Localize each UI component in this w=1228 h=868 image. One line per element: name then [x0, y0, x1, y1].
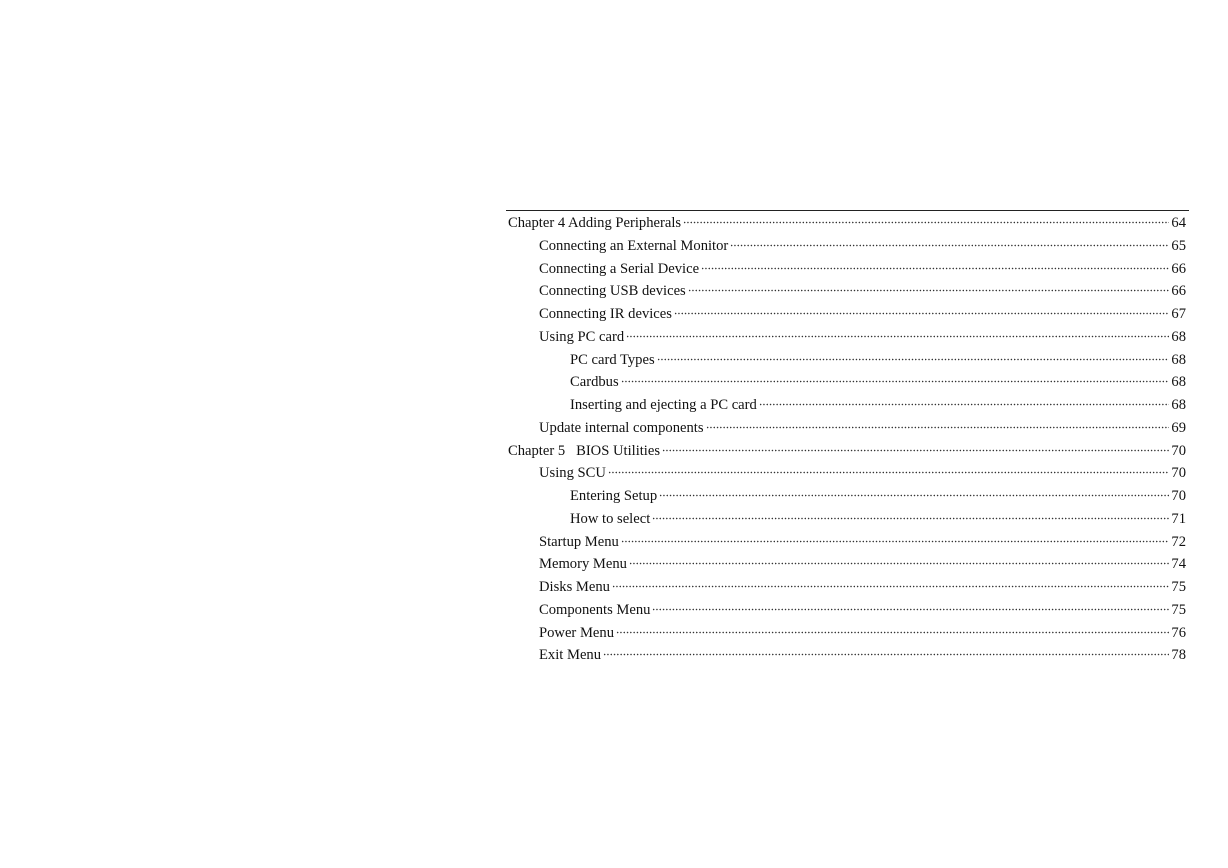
toc-dot-leader: [659, 494, 1169, 497]
toc-dot-leader: [603, 653, 1169, 656]
toc-entry-chapter-5[interactable]: [506, 440, 1189, 463]
toc-dot-leader: [629, 562, 1169, 565]
toc-dot-leader: [759, 403, 1170, 406]
toc-entry-title: Chapter 4 Adding Peripherals: [508, 215, 682, 231]
toc-entry-page: 72: [1171, 533, 1186, 550]
toc-entry-page: 78: [1171, 647, 1186, 664]
toc-entry-page: 67: [1171, 306, 1186, 322]
toc-entry-title: Entering Setup: [570, 488, 658, 504]
table-of-contents: [506, 210, 1189, 667]
toc-dot-leader: [688, 289, 1170, 292]
toc-entry-title: Memory Menu: [539, 556, 627, 573]
toc-dot-leader: [706, 426, 1170, 429]
toc-entry[interactable]: [506, 622, 1189, 645]
toc-entry[interactable]: [506, 644, 1189, 667]
toc-dot-leader: [662, 449, 1169, 452]
toc-entry[interactable]: [506, 599, 1189, 622]
toc-entry-page: 65: [1171, 237, 1186, 254]
toc-entry-page: 75: [1171, 601, 1186, 618]
toc-entry-page: 66: [1171, 260, 1186, 277]
toc-dot-leader: [608, 471, 1170, 474]
toc-entry-page: 69: [1171, 419, 1186, 436]
toc-entry-page: 68: [1171, 374, 1186, 391]
toc-entry-title: Using PC card: [539, 328, 625, 345]
toc-entry-page: 76: [1171, 624, 1186, 641]
toc-entry-page: 66: [1171, 283, 1186, 300]
toc-entry-title: Chapter 5 BIOS Utilities: [508, 442, 661, 459]
toc-entry-title: Exit Menu: [539, 647, 602, 664]
toc-entry[interactable]: [506, 508, 1189, 531]
toc-entry-title: Disks Menu: [539, 579, 610, 595]
toc-dot-leader: [683, 221, 1169, 224]
toc-dot-leader: [652, 517, 1169, 520]
toc-entry[interactable]: [506, 417, 1189, 440]
toc-entry[interactable]: [506, 531, 1189, 554]
toc-entry-title: Connecting a Serial Device: [539, 260, 700, 277]
toc-entry[interactable]: [506, 235, 1189, 258]
toc-dot-leader: [621, 380, 1170, 383]
toc-entry[interactable]: [506, 303, 1189, 326]
toc-entry[interactable]: [506, 258, 1189, 281]
toc-entry-page: 70: [1171, 488, 1186, 504]
toc-entry[interactable]: [506, 576, 1189, 599]
toc-entry-page: 68: [1171, 397, 1186, 413]
toc-entry-title: Using SCU: [539, 465, 606, 482]
toc-dot-leader: [730, 244, 1169, 247]
toc-entry-page: 64: [1171, 215, 1186, 231]
toc-entry-title: Connecting IR devices: [539, 306, 672, 322]
toc-entry-title: Update internal components: [539, 419, 704, 436]
toc-entry-chapter-4[interactable]: [506, 212, 1189, 235]
toc-dot-leader: [626, 335, 1169, 338]
toc-dot-leader: [674, 312, 1169, 315]
toc-entry-title: Components Menu: [539, 601, 651, 618]
toc-dot-leader: [621, 540, 1170, 543]
toc-entry-page: 68: [1171, 328, 1186, 345]
toc-entry-title: Startup Menu: [539, 533, 619, 550]
toc-entry-title: PC card Types: [570, 351, 655, 368]
toc-dot-leader: [652, 608, 1169, 611]
toc-entry-title: Cardbus: [570, 374, 619, 391]
toc-entry-page: 68: [1171, 351, 1186, 368]
toc-entry-title: Power Menu: [539, 624, 614, 641]
toc-entry-page: 71: [1171, 510, 1186, 527]
toc-entry[interactable]: [506, 280, 1189, 303]
toc-dot-leader: [701, 267, 1169, 270]
toc-entry-title: Inserting and ejecting a PC card: [570, 397, 757, 413]
toc-entry-page: 74: [1171, 556, 1186, 573]
toc-entry-page: 70: [1171, 465, 1186, 482]
toc-dot-leader: [657, 358, 1170, 361]
toc-entry[interactable]: [506, 394, 1189, 417]
toc-entry-title: How to select: [570, 510, 651, 527]
toc-entry[interactable]: [506, 485, 1189, 508]
toc-dot-leader: [616, 631, 1169, 634]
toc-entry-page: 75: [1171, 579, 1186, 595]
toc-dot-leader: [612, 585, 1169, 588]
toc-entry-title: Connecting USB devices: [539, 283, 686, 300]
toc-entry-page: 70: [1171, 442, 1186, 459]
toc-entry[interactable]: [506, 371, 1189, 394]
toc-entry[interactable]: [506, 462, 1189, 485]
toc-entry[interactable]: [506, 553, 1189, 576]
toc-entry[interactable]: [506, 326, 1189, 349]
toc-entry-title: Connecting an External Monitor: [539, 237, 729, 254]
toc-entry[interactable]: [506, 349, 1189, 372]
